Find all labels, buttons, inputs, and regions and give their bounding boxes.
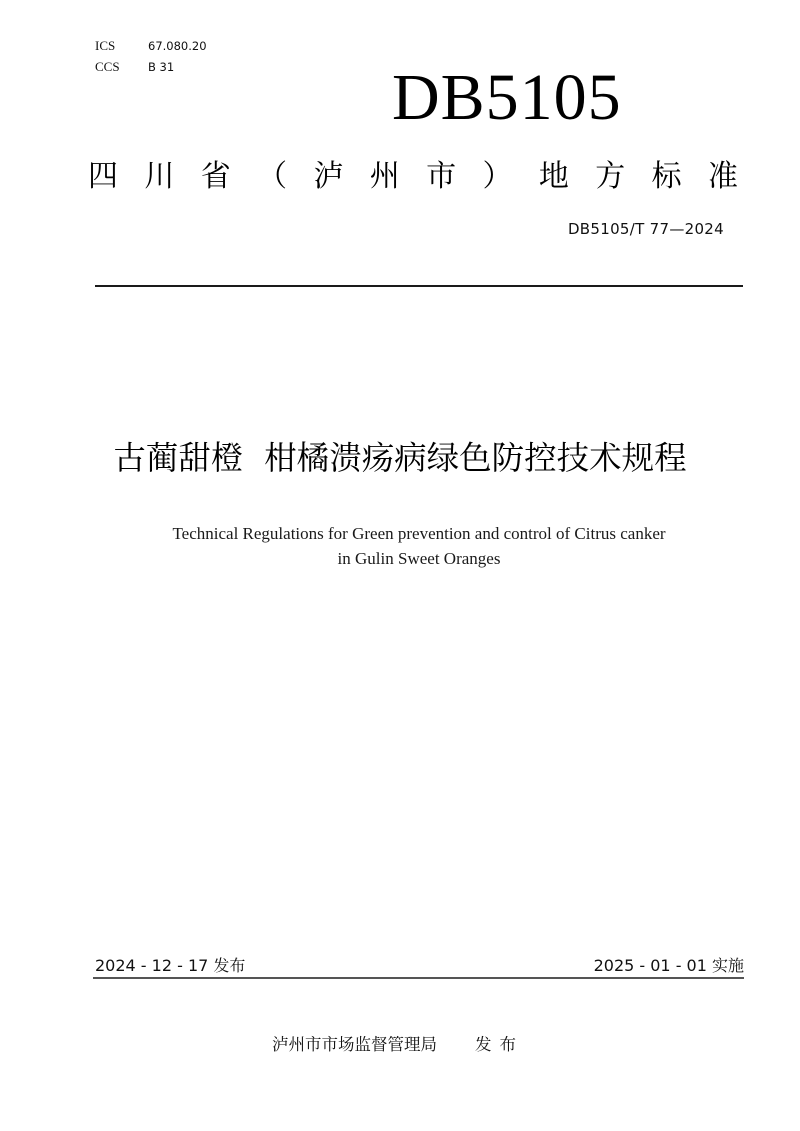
category-char: 市 [426,159,457,194]
category-char: （ [257,159,288,194]
ics-row [95,38,207,54]
publisher-line [272,1034,524,1056]
implement-date: 2025 - 01 - 01 实施 [593,956,744,975]
category-char: 地 [538,159,569,194]
category-char: 标 [651,159,682,194]
standard-number: DB5105/T 77—2024 [567,220,724,238]
issuer-name: 泸州市市场监督管理局 [272,1035,437,1054]
ccs-value: B 31 [148,60,175,74]
standard-code: DB5105 [392,61,622,134]
category-char: 省 [200,159,231,194]
category-char: 泸 [313,159,344,194]
standard-category [88,150,738,196]
category-char: ） [482,159,513,194]
date-divider [93,977,744,979]
category-char: 方 [595,159,626,194]
ics-value: 67.080.20 [148,39,207,53]
header-divider [95,285,743,287]
ccs-label: CCS [95,59,120,74]
document-title-cn: 古蔺甜橙 柑橘溃疡病绿色防控技术规程 [113,439,687,477]
ccs-row [95,59,174,75]
document-title-en-line1: Technical Regulations for Green prevention and control of Citrus canker [172,524,666,543]
category-char: 四 [88,159,118,194]
category-char: 州 [369,159,400,194]
issued-label: 发布 [475,1035,524,1054]
document-title-en-line2: in Gulin Sweet Oranges [337,549,501,568]
category-char: 川 [144,159,175,194]
publish-date: 2024 - 12 - 17 发布 [95,956,246,975]
category-char: 准 [707,159,738,194]
ics-label: ICS [95,38,116,53]
